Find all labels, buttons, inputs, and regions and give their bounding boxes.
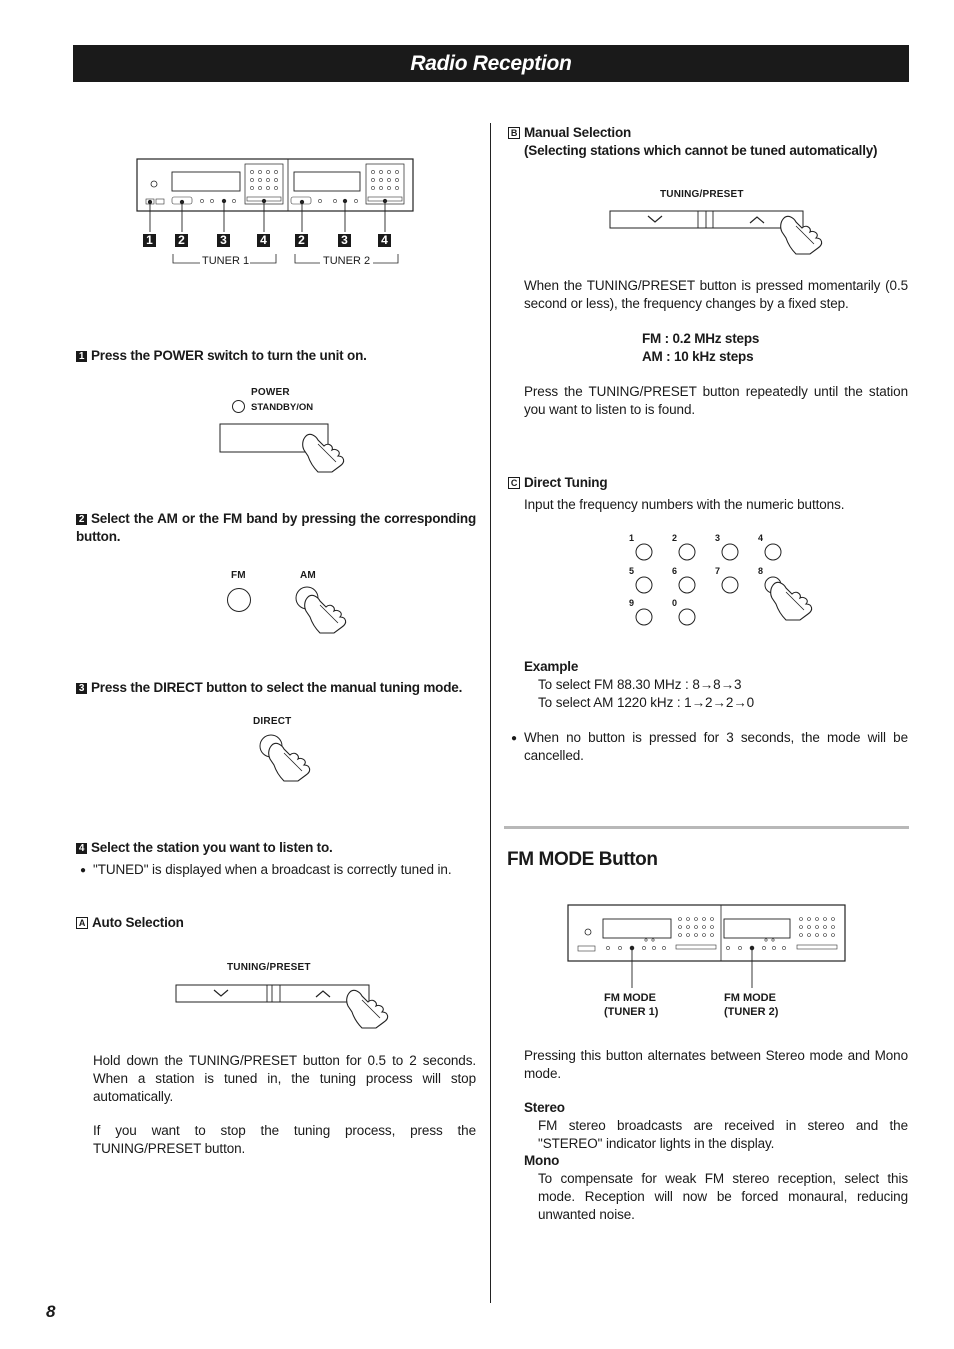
key-6: [679, 577, 695, 593]
step2-number: 2: [76, 514, 87, 525]
marker-2b: 2: [295, 232, 312, 250]
step3-number: 3: [76, 683, 87, 694]
am-steps: AM : 10 kHz steps: [642, 349, 754, 364]
step1-heading: 1 Press the POWER switch to turn the unit on.: [76, 347, 486, 365]
direct-label: DIRECT: [253, 716, 292, 727]
auto-selection-heading: A Auto Selection: [76, 914, 184, 932]
standby-indicator: [232, 400, 245, 413]
key-3: [722, 544, 738, 560]
page-title-bar: [73, 45, 909, 82]
key-label-9: 9: [629, 598, 635, 608]
marker-3b: 3: [338, 232, 355, 250]
numeric-keypad: [630, 540, 830, 630]
step3-heading: 3 Press the DIRECT button to select the manual tuning mode.: [76, 679, 486, 697]
key-label-8: 8: [758, 566, 764, 576]
auto-selection-para2: If you want to stop the tuning process, press the TUNING/PRESET button.: [93, 1123, 476, 1156]
example-fm: To select FM 88.30 MHz : 8→8→3: [538, 677, 742, 692]
key-label-2: 2: [672, 533, 678, 543]
example-heading: Example: [524, 659, 579, 674]
mono-text: To compensate for weak FM stereo reception, select this mode. Reception will now be forced monaural, reducing unwanted noise.: [538, 1171, 908, 1222]
front-panel-diagram: [130, 150, 430, 275]
page-number: 8: [46, 1302, 56, 1321]
pointing-hand-icon: [771, 582, 812, 620]
power-label: POWER: [251, 387, 290, 398]
key-label-0: 0: [672, 598, 678, 608]
direct-tuning-heading: C Direct Tuning: [508, 474, 607, 492]
key-4: [765, 544, 781, 560]
key-0: [679, 609, 695, 625]
key-2: [679, 544, 695, 560]
key-label-5: 5: [629, 566, 635, 576]
fm-mode-heading: FM MODE Button: [507, 849, 658, 870]
stereo-text: FM stereo broadcasts are received in stereo and the "STEREO" indicator lights in the display.: [538, 1118, 908, 1151]
manual-selection-heading: B Manual Selection (Selecting stations which cannot be tuned automatically): [508, 124, 908, 160]
standby-label: STANDBY/ON: [251, 402, 314, 413]
am-label: AM: [300, 570, 316, 581]
key-5: [636, 577, 652, 593]
stereo-heading: Stereo: [524, 1100, 565, 1115]
manual-selection-para1: When the TUNING/PRESET button is pressed momentarily (0.5 second or less), the frequency changes by a fixed step.: [524, 278, 908, 311]
tuning-preset-button-auto: [174, 984, 399, 1030]
marker-2: 2: [175, 232, 192, 250]
tuning-preset-label-manual: TUNING/PRESET: [660, 189, 744, 200]
pointing-hand-icon: [269, 743, 310, 781]
marker-4b: 4: [378, 232, 395, 250]
key-label-7: 7: [715, 566, 721, 576]
tuning-preset-label-auto: TUNING/PRESET: [227, 962, 311, 973]
manual-selection-letter: B: [508, 127, 520, 139]
step4-heading: 4 Select the station you want to listen to.: [76, 839, 486, 857]
page-title: Radio Reception: [410, 52, 572, 75]
example-am: To select AM 1220 kHz : 1→2→2→0: [538, 695, 755, 710]
marker-1: 1: [143, 232, 160, 250]
am-button-illustration: [294, 585, 358, 637]
direct-tuning-letter: C: [508, 477, 520, 489]
marker-4: 4: [257, 232, 274, 250]
key-9: [636, 609, 652, 625]
power-switch-illustration: [218, 422, 348, 474]
fm-mode-tuner1-label: FM MODE (TUNER 1): [604, 992, 659, 1018]
key-1: [636, 544, 652, 560]
fm-label: FM: [231, 570, 246, 581]
pointing-hand-icon: [305, 595, 346, 633]
step4-number: 4: [76, 843, 87, 854]
key-label-6: 6: [672, 566, 678, 576]
key-label-1: 1: [629, 533, 635, 543]
step2-heading: 2 Select the AM or the FM band by pressing the corresponding button.: [76, 511, 476, 544]
step4-bullet: ● "TUNED" is displayed when a broadcast is correctly tuned in.: [93, 861, 483, 879]
direct-tuning-bullet: ● When no button is pressed for 3 seconds, the mode will be cancelled.: [524, 729, 908, 765]
key-label-3: 3: [715, 533, 721, 543]
fm-mode-para: Pressing this button alternates between Stereo mode and Mono mode.: [524, 1048, 908, 1081]
auto-selection-letter: A: [76, 917, 88, 929]
tuner1-label: TUNER 1: [202, 255, 250, 267]
direct-button-illustration: [258, 733, 322, 785]
direct-tuning-text: Input the frequency numbers with the numeric buttons.: [524, 497, 845, 512]
manual-selection-para2: Press the TUNING/PRESET button repeatedly until the station you want to listen to is found.: [524, 384, 908, 417]
key-7: [722, 577, 738, 593]
key-label-4: 4: [758, 533, 764, 543]
step1-number: 1: [76, 351, 87, 362]
auto-selection-para1: Hold down the TUNING/PRESET button for 0.5 to 2 seconds. When a station is tuned in, the tuning process will stop automatically.: [93, 1053, 476, 1104]
column-divider: [490, 123, 491, 1303]
fm-steps: FM : 0.2 MHz steps: [642, 331, 760, 346]
section-divider: [504, 826, 909, 829]
marker-3: 3: [217, 232, 234, 250]
fm-mode-tuner2-label: FM MODE (TUNER 2): [724, 992, 779, 1018]
mono-heading: Mono: [524, 1153, 560, 1168]
tuning-preset-button-manual: [608, 210, 833, 256]
fm-mode-panel-diagram: [566, 902, 848, 997]
fm-button[interactable]: [227, 588, 251, 612]
tuner2-label: TUNER 2: [323, 255, 371, 267]
